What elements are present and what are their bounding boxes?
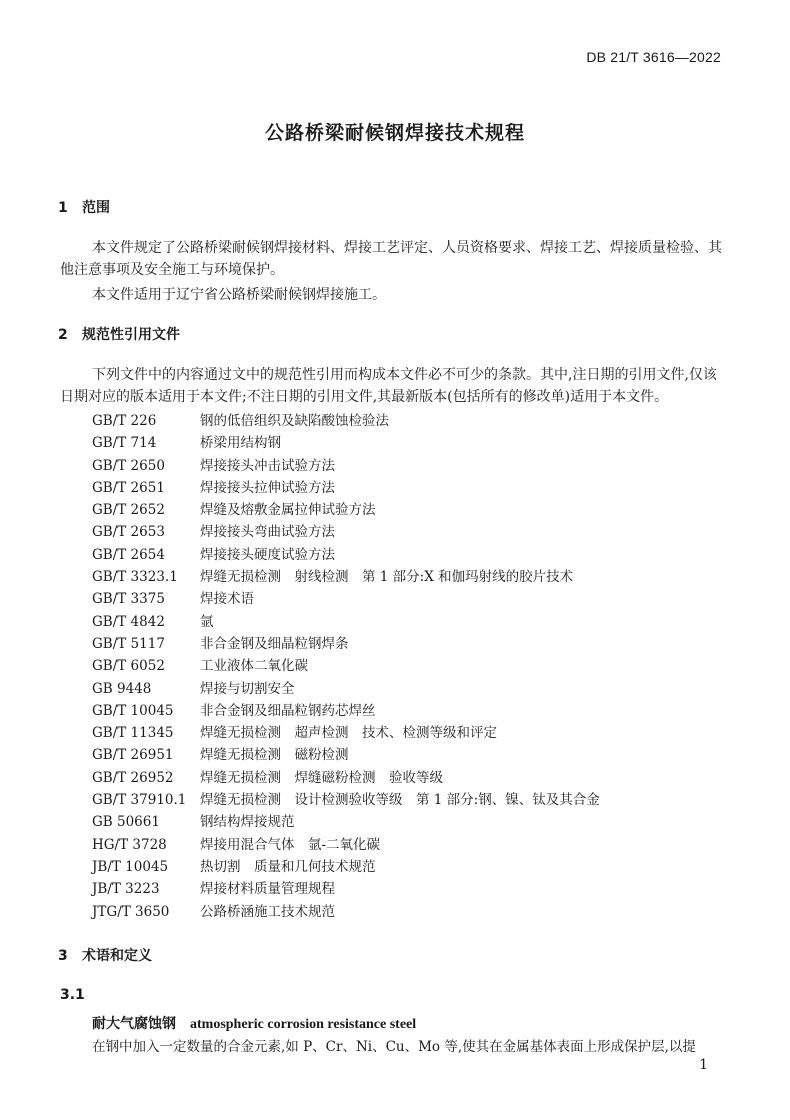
reference-code: GB/T 4842 <box>92 613 165 630</box>
reference-title: 公路桥涵施工技术规范 <box>200 903 335 920</box>
reference-item <box>92 744 600 766</box>
reference-title: 钢结构焊接规范 <box>200 814 295 831</box>
reference-item <box>92 566 600 588</box>
section-title: 术语和定义 <box>82 948 152 964</box>
reference-title: 钢的低倍组织及缺陷酸蚀检验法 <box>200 413 389 429</box>
reference-title: 焊接接头拉伸试验方法 <box>200 479 335 496</box>
term-heading <box>92 1013 416 1033</box>
reference-code: JB/T 3223 <box>92 881 160 898</box>
reference-title: 非合金钢及细晶粒钢药芯焊丝 <box>200 702 376 719</box>
reference-item <box>92 811 600 833</box>
reference-title: 焊接接头硬度试验方法 <box>200 546 335 563</box>
reference-code: GB/T 26951 <box>92 747 174 764</box>
reference-title: 热切割 质量和几何技术规范 <box>200 858 376 875</box>
reference-item <box>92 455 600 477</box>
section-number: 1 <box>58 200 68 216</box>
reference-title: 焊接材料质量管理规程 <box>200 881 335 898</box>
section-title: 范围 <box>82 200 110 216</box>
reference-code: GB/T 10045 <box>92 702 174 719</box>
reference-code: GB/T 2654 <box>92 546 165 563</box>
references-intro: 下列文件中的内容通过文中的规范性引用而构成本文件必不可少的条款。其中,注日期的引用文件,仅该日期对应的版本适用于本文件;不注日期的引用文件,其最新版本(包括所有的修改单)适用于本文件。 <box>60 367 717 405</box>
term-chinese: 耐大气腐蚀钢 <box>92 1016 176 1032</box>
reference-title: 桥梁用结构钢 <box>200 435 281 452</box>
term-number: 3.1 <box>60 987 85 1003</box>
section-heading-scope <box>58 197 110 217</box>
reference-code: GB/T 2653 <box>92 524 165 541</box>
reference-code: GB/T 26952 <box>92 769 174 786</box>
reference-item <box>92 611 600 633</box>
reference-title: 焊接接头冲击试验方法 <box>200 457 335 474</box>
reference-item <box>92 834 600 856</box>
reference-item <box>92 432 600 454</box>
reference-item <box>92 767 600 789</box>
reference-code: GB/T 714 <box>92 435 157 452</box>
reference-item <box>92 544 600 566</box>
reference-title: 焊缝无损检测 磁粉检测 <box>200 747 349 764</box>
reference-item <box>92 633 600 655</box>
reference-item <box>92 499 600 521</box>
reference-code: GB 50661 <box>92 814 160 831</box>
reference-code: HG/T 3728 <box>92 836 167 853</box>
reference-title: 氩 <box>200 613 214 630</box>
term-english: atmospheric corrosion resistance steel <box>190 1017 417 1032</box>
reference-title: 焊缝无损检测 设计检测验收等级 第 1 部分:钢、镍、钛及其合金 <box>200 792 600 809</box>
reference-title: 工业液体二氧化碳 <box>200 658 308 675</box>
reference-code: GB/T 3323.1 <box>92 569 178 586</box>
reference-title: 焊缝无损检测 焊缝磁粉检测 验收等级 <box>200 769 443 786</box>
reference-title: 焊接用混合气体 氩-二氧化碳 <box>200 836 381 853</box>
document-id: DB 21/T 3616—2022 <box>586 49 721 65</box>
reference-code: GB/T 2650 <box>92 457 165 474</box>
reference-item <box>92 878 600 900</box>
reference-code: GB/T 2652 <box>92 502 165 519</box>
reference-list <box>92 410 600 923</box>
reference-item <box>92 678 600 700</box>
reference-code: GB/T 5117 <box>92 635 165 652</box>
page-number: 1 <box>699 1057 708 1073</box>
reference-code: GB/T 2651 <box>92 479 165 496</box>
reference-item <box>92 521 600 543</box>
section-title: 规范性引用文件 <box>82 327 180 343</box>
reference-code: GB/T 226 <box>92 413 157 429</box>
scope-paragraph-2: 本文件适用于辽宁省公路桥梁耐候钢焊接施工。 <box>92 287 386 303</box>
reference-item <box>92 655 600 677</box>
reference-item <box>92 789 600 811</box>
reference-item <box>92 700 600 722</box>
reference-item <box>92 588 600 610</box>
scope-paragraph-1: 本文件规定了公路桥梁耐候钢焊接材料、焊接工艺评定、人员资格要求、焊接工艺、焊接质量检验、其他注意事项及安全施工与环境保护。 <box>60 240 722 278</box>
reference-code: GB/T 3375 <box>92 591 165 608</box>
reference-title: 非合金钢及细晶粒钢焊条 <box>200 635 349 652</box>
section-heading-normative-references <box>58 324 180 344</box>
page-title: 公路桥梁耐候钢焊接技术规程 <box>264 122 525 144</box>
reference-code: GB/T 6052 <box>92 658 165 675</box>
section-number: 2 <box>58 327 68 343</box>
reference-item <box>92 856 600 878</box>
reference-title: 焊缝无损检测 超声检测 技术、检测等级和评定 <box>200 725 497 742</box>
reference-title: 焊接术语 <box>200 591 254 608</box>
reference-code: GB 9448 <box>92 680 152 697</box>
reference-title: 焊缝及熔敷金属拉伸试验方法 <box>200 502 376 519</box>
reference-item <box>92 410 600 432</box>
reference-item <box>92 477 600 499</box>
reference-item <box>92 722 600 744</box>
section-number: 3 <box>58 948 68 964</box>
reference-title: 焊缝无损检测 射线检测 第 1 部分:X 和伽玛射线的胶片技术 <box>200 569 574 586</box>
reference-code: JB/T 10045 <box>92 858 169 875</box>
reference-code: JTG/T 3650 <box>92 903 170 920</box>
reference-code: GB/T 37910.1 <box>92 792 187 809</box>
term-definition: 在钢中加入一定数量的合金元素,如 P、Cr、Ni、Cu、Mo 等,使其在金属基体表面上形成保护层,以提 <box>92 1039 696 1055</box>
reference-item <box>92 901 600 923</box>
reference-code: GB/T 11345 <box>92 725 174 742</box>
reference-title: 焊接接头弯曲试验方法 <box>200 524 335 541</box>
section-heading-terms <box>58 945 152 965</box>
reference-title: 焊接与切割安全 <box>200 680 295 697</box>
